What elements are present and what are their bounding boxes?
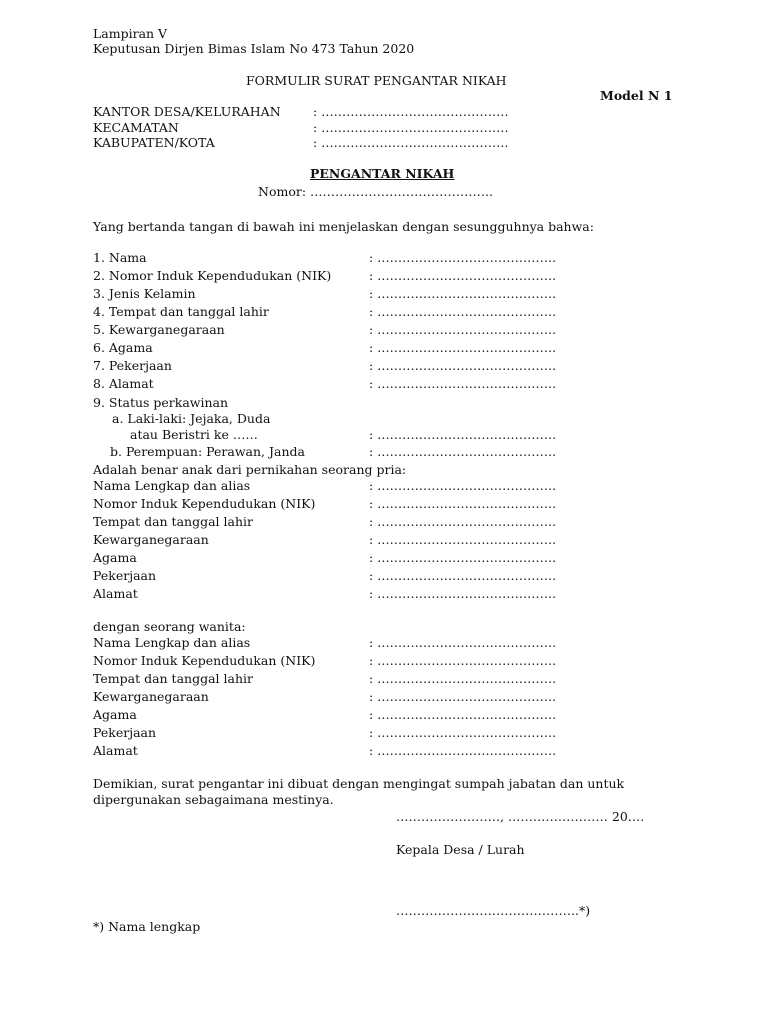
father-heading: Adalah benar anak dari pernikahan seorang pria: — [93, 462, 407, 477]
father-field-value: : ……………………………………. — [369, 532, 557, 547]
attachment-label: Lampiran V — [93, 26, 168, 41]
closing-line1: Demikian, surat pengantar ini dibuat dengan mengingat sumpah jabatan dan untuk — [93, 776, 625, 791]
father-field-label: Alamat — [93, 586, 138, 601]
regency-label: KABUPATEN/KOTA — [93, 135, 215, 150]
marital-status-male-value: : ……………………………………. — [369, 427, 557, 442]
father-field-label: Tempat dan tanggal lahir — [93, 514, 253, 529]
field-value: : ……………………………………. — [369, 268, 557, 283]
mother-field-label: Alamat — [93, 743, 138, 758]
district-value: : ……………………………………… — [313, 120, 509, 135]
father-field-value: : ……………………………………. — [369, 478, 557, 493]
father-field-label: Pekerjaan — [93, 568, 157, 583]
mother-field-label: Tempat dan tanggal lahir — [93, 671, 253, 686]
field-value: : ……………………………………. — [369, 376, 557, 391]
office-label: KANTOR DESA/KELURAHAN — [93, 104, 281, 119]
closing-line2: dipergunakan sebagaimana mestinya. — [93, 792, 334, 807]
signatory-name-line: ……………………………………..*) — [396, 903, 591, 918]
signatory-position: Kepala Desa / Lurah — [396, 842, 525, 857]
field-label: 3. Jenis Kelamin — [93, 286, 196, 301]
field-label: 2. Nomor Induk Kependudukan (NIK) — [93, 268, 332, 283]
form-title: FORMULIR SURAT PENGANTAR NIKAH — [246, 73, 507, 88]
model-code: Model N 1 — [600, 88, 673, 103]
field-label: 5. Kewarganegaraan — [93, 322, 225, 337]
district-label: KECAMATAN — [93, 120, 179, 135]
field-label: 7. Pekerjaan — [93, 358, 172, 373]
field-label: 6. Agama — [93, 340, 153, 355]
mother-field-value: : ……………………………………. — [369, 671, 557, 686]
footnote: *) Nama lengkap — [93, 919, 201, 934]
father-field-label: Kewarganegaraan — [93, 532, 209, 547]
field-label: 8. Alamat — [93, 376, 154, 391]
regency-value: : ……………………………………… — [313, 135, 509, 150]
mother-field-label: Nomor Induk Kependudukan (NIK) — [93, 653, 316, 668]
marital-status-male-line2: atau Beristri ke …… — [130, 427, 258, 442]
office-value: : ……………………………………… — [313, 104, 509, 119]
marital-status-female-value: : ……………………………………. — [369, 444, 557, 459]
intro-text: Yang bertanda tangan di bawah ini menjelaskan dengan sesungguhnya bahwa: — [93, 219, 594, 234]
mother-field-value: : ……………………………………. — [369, 707, 557, 722]
field-label: 1. Nama — [93, 250, 147, 265]
marital-status-female-label: b. Perempuan: Perawan, Janda — [110, 444, 305, 459]
father-field-label: Agama — [93, 550, 137, 565]
field-label: 4. Tempat dan tanggal lahir — [93, 304, 269, 319]
mother-field-value: : ……………………………………. — [369, 725, 557, 740]
field-value: : ……………………………………. — [369, 322, 557, 337]
mother-field-value: : ……………………………………. — [369, 743, 557, 758]
mother-field-value: : ……………………………………. — [369, 689, 557, 704]
mother-field-value: : ……………………………………. — [369, 635, 557, 650]
father-field-value: : ……………………………………. — [369, 514, 557, 529]
father-field-label: Nama Lengkap dan alias — [93, 478, 251, 493]
field-value: : ……………………………………. — [369, 358, 557, 373]
document-title: PENGANTAR NIKAH — [310, 166, 455, 181]
document-number: Nomor: …………………………………….. — [258, 184, 493, 199]
father-field-value: : ……………………………………. — [369, 496, 557, 511]
marital-status-male-line1: a. Laki-laki: Jejaka, Duda — [112, 411, 271, 426]
mother-field-label: Pekerjaan — [93, 725, 157, 740]
mother-field-label: Kewarganegaraan — [93, 689, 209, 704]
father-field-value: : ……………………………………. — [369, 586, 557, 601]
field-value: : ……………………………………. — [369, 286, 557, 301]
father-field-label: Nomor Induk Kependudukan (NIK) — [93, 496, 316, 511]
mother-field-label: Agama — [93, 707, 137, 722]
mother-field-label: Nama Lengkap dan alias — [93, 635, 251, 650]
father-field-value: : ……………………………………. — [369, 550, 557, 565]
field-value: : ……………………………………. — [369, 340, 557, 355]
marital-status-title: 9. Status perkawinan — [93, 395, 229, 410]
field-value: : ……………………………………. — [369, 250, 557, 265]
mother-heading: dengan seorang wanita: — [93, 619, 246, 634]
father-field-value: : ……………………………………. — [369, 568, 557, 583]
decree-reference: Keputusan Dirjen Bimas Islam No 473 Tahun 2020 — [93, 41, 415, 56]
place-date: ……………………., …………………… 20…. — [396, 809, 645, 824]
field-value: : ……………………………………. — [369, 304, 557, 319]
mother-field-value: : ……………………………………. — [369, 653, 557, 668]
